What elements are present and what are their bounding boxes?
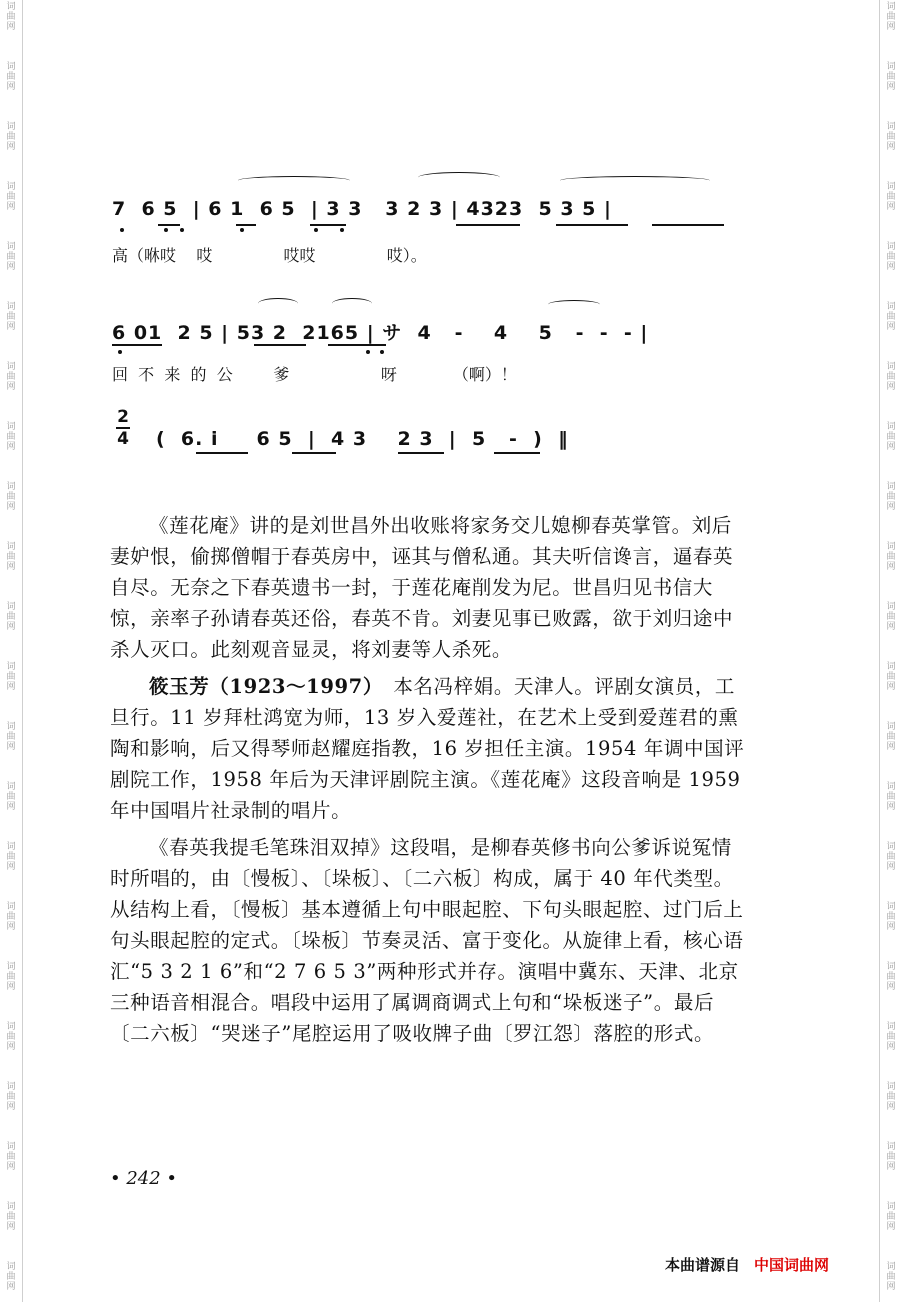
watermark: 词曲网 [886, 1082, 896, 1112]
watermark: 词曲网 [886, 122, 896, 152]
underline [398, 452, 444, 454]
watermark: 词曲网 [6, 542, 16, 572]
low-octave-dot [164, 228, 168, 232]
left-watermark-strip [0, 0, 23, 1302]
watermark: 词曲网 [886, 62, 896, 92]
low-octave-dot [314, 228, 318, 232]
right-watermark-strip [879, 0, 902, 1302]
underline [292, 452, 336, 454]
watermark: 词曲网 [886, 242, 896, 272]
low-octave-dot [180, 228, 184, 232]
underline [112, 344, 162, 346]
watermark: 词曲网 [6, 902, 16, 932]
slur [258, 298, 298, 309]
watermark: 词曲网 [886, 902, 896, 932]
slur [332, 298, 372, 309]
watermark: 词曲网 [6, 482, 16, 512]
slur [418, 172, 500, 183]
source-brand-link[interactable]: 中国词曲网 [754, 1256, 830, 1274]
watermark: 词曲网 [6, 1022, 16, 1052]
watermark: 词曲网 [886, 842, 896, 872]
watermark: 词曲网 [886, 602, 896, 632]
watermark: 词曲网 [886, 1022, 896, 1052]
watermark: 词曲网 [6, 62, 16, 92]
watermark: 词曲网 [6, 422, 16, 452]
watermark: 词曲网 [886, 962, 896, 992]
underline [196, 452, 248, 454]
underline [254, 344, 306, 346]
time-signature-top: 2 [117, 407, 129, 427]
underline [236, 224, 256, 226]
watermark: 词曲网 [6, 302, 16, 332]
paragraph-synopsis: 《莲花庵》讲的是刘世昌外出收账将家务交儿媳柳春英掌管。刘后妻妒恨，偷掷僧帽于春英房中，诬其与僧私通。其夫听信谗言，逼春英自尽。无奈之下春英遗书一封，于莲花庵削发为尼。世昌归见书信大惊，亲率子孙请春英还俗，春英不肯。刘妻见事已败露，欲于刘归途中杀人灭口。此刻观音显灵，将刘妻等人杀死。 [110, 514, 734, 661]
source-credit [665, 1254, 829, 1275]
watermark: 词曲网 [6, 662, 16, 692]
watermark: 词曲网 [6, 362, 16, 392]
watermark: 词曲网 [886, 542, 896, 572]
underline [310, 224, 346, 226]
slur [560, 176, 710, 185]
page-number: • 242 • [110, 1168, 178, 1189]
watermark: 词曲网 [6, 962, 16, 992]
watermark: 词曲网 [6, 182, 16, 212]
slur [548, 300, 600, 309]
watermark: 词曲网 [886, 482, 896, 512]
watermark: 词曲网 [6, 1202, 16, 1232]
watermark: 词曲网 [886, 362, 896, 392]
score-line-3-notes: ( 6. i 6 5 | 4 3 2 3 | 5 - ) ‖ [156, 428, 569, 450]
watermark: 词曲网 [6, 242, 16, 272]
underline [556, 224, 628, 226]
watermark: 词曲网 [6, 722, 16, 752]
watermark: 词曲网 [886, 302, 896, 332]
watermark: 词曲网 [6, 1142, 16, 1172]
time-signature [116, 408, 130, 448]
performer-bio: 本名冯梓娟。天津人。评剧女演员，工旦行。11 岁拜杜鸿宽为师，13 岁入爱莲社，在艺术上受到爱莲君的熏陶和影响，后又得琴师赵耀庭指教，16 岁担任主演。1954 年调中国评剧院工作，1958 年后为天津评剧院主演。《莲花庵》这段音响是 1959 年中国唱片社录制的唱片。 [110, 675, 745, 822]
underline [158, 224, 180, 226]
underline [652, 224, 724, 226]
score-line-2-lyrics: 回 不 来 的 公 爹 呀 （啊）！ [112, 365, 517, 384]
watermark: 词曲网 [6, 2, 16, 32]
low-octave-dot [380, 350, 384, 354]
score-line-1-lyrics: 高（咻哎 哎 哎哎 哎）。 [112, 246, 427, 265]
paragraph-performer [110, 671, 750, 826]
slur [238, 176, 350, 185]
watermark: 词曲网 [886, 1202, 896, 1232]
watermark: 词曲网 [886, 1262, 896, 1292]
watermark: 词曲网 [886, 422, 896, 452]
watermark: 词曲网 [6, 842, 16, 872]
watermark: 词曲网 [6, 1262, 16, 1292]
low-octave-dot [366, 350, 370, 354]
watermark: 词曲网 [886, 1142, 896, 1172]
watermark: 词曲网 [6, 1082, 16, 1112]
underline [494, 452, 540, 454]
score-line-2-notes: 6 01 2 5 | 53 2 2165 | サ 4 - 4 5 - - - | [112, 322, 649, 344]
body-text [110, 510, 750, 1055]
time-signature-bottom: 4 [117, 429, 129, 449]
watermark: 词曲网 [6, 602, 16, 632]
watermark: 词曲网 [886, 782, 896, 812]
underline [328, 344, 386, 346]
watermark: 词曲网 [6, 122, 16, 152]
low-octave-dot [340, 228, 344, 232]
low-octave-dot [240, 228, 244, 232]
watermark: 词曲网 [886, 662, 896, 692]
performer-name: 筱玉芳（1923～1997） [149, 675, 374, 698]
score-line-1-notes: 7 6 5 | 6 1 6 5 | 3 3 3 2 3 | 4323 5 3 5 | [112, 198, 612, 220]
watermark: 词曲网 [886, 2, 896, 32]
watermark: 词曲网 [6, 782, 16, 812]
low-octave-dot [118, 350, 122, 354]
source-label: 本曲谱源自 [665, 1256, 741, 1274]
watermark: 词曲网 [886, 722, 896, 752]
underline [456, 224, 520, 226]
low-octave-dot [120, 228, 124, 232]
watermark: 词曲网 [886, 182, 896, 212]
paragraph-analysis: 《春英我提毛笔珠泪双掉》这段唱，是柳春英修书向公爹诉说冤情时所唱的，由〔慢板〕、〔垛板〕、〔二六板〕构成，属于 40 年代类型。从结构上看，〔慢板〕基本遵循上句中眼起腔、下句头眼起腔、过门后上句头眼起腔的定式。〔垛板〕节奏灵活、富于变化。从旋律上看，核心语汇“5 3 2 1 6”和“2 7 6 5 3”两种形式并存。演唱中冀东、天津、北京三种语音相混合。唱段中运用了属调商调式上句和“垛板迷子”。最后〔二六板〕“哭迷子”尾腔运用了吸收牌子曲〔罗江怨〕落腔的形式。 [110, 836, 744, 1045]
